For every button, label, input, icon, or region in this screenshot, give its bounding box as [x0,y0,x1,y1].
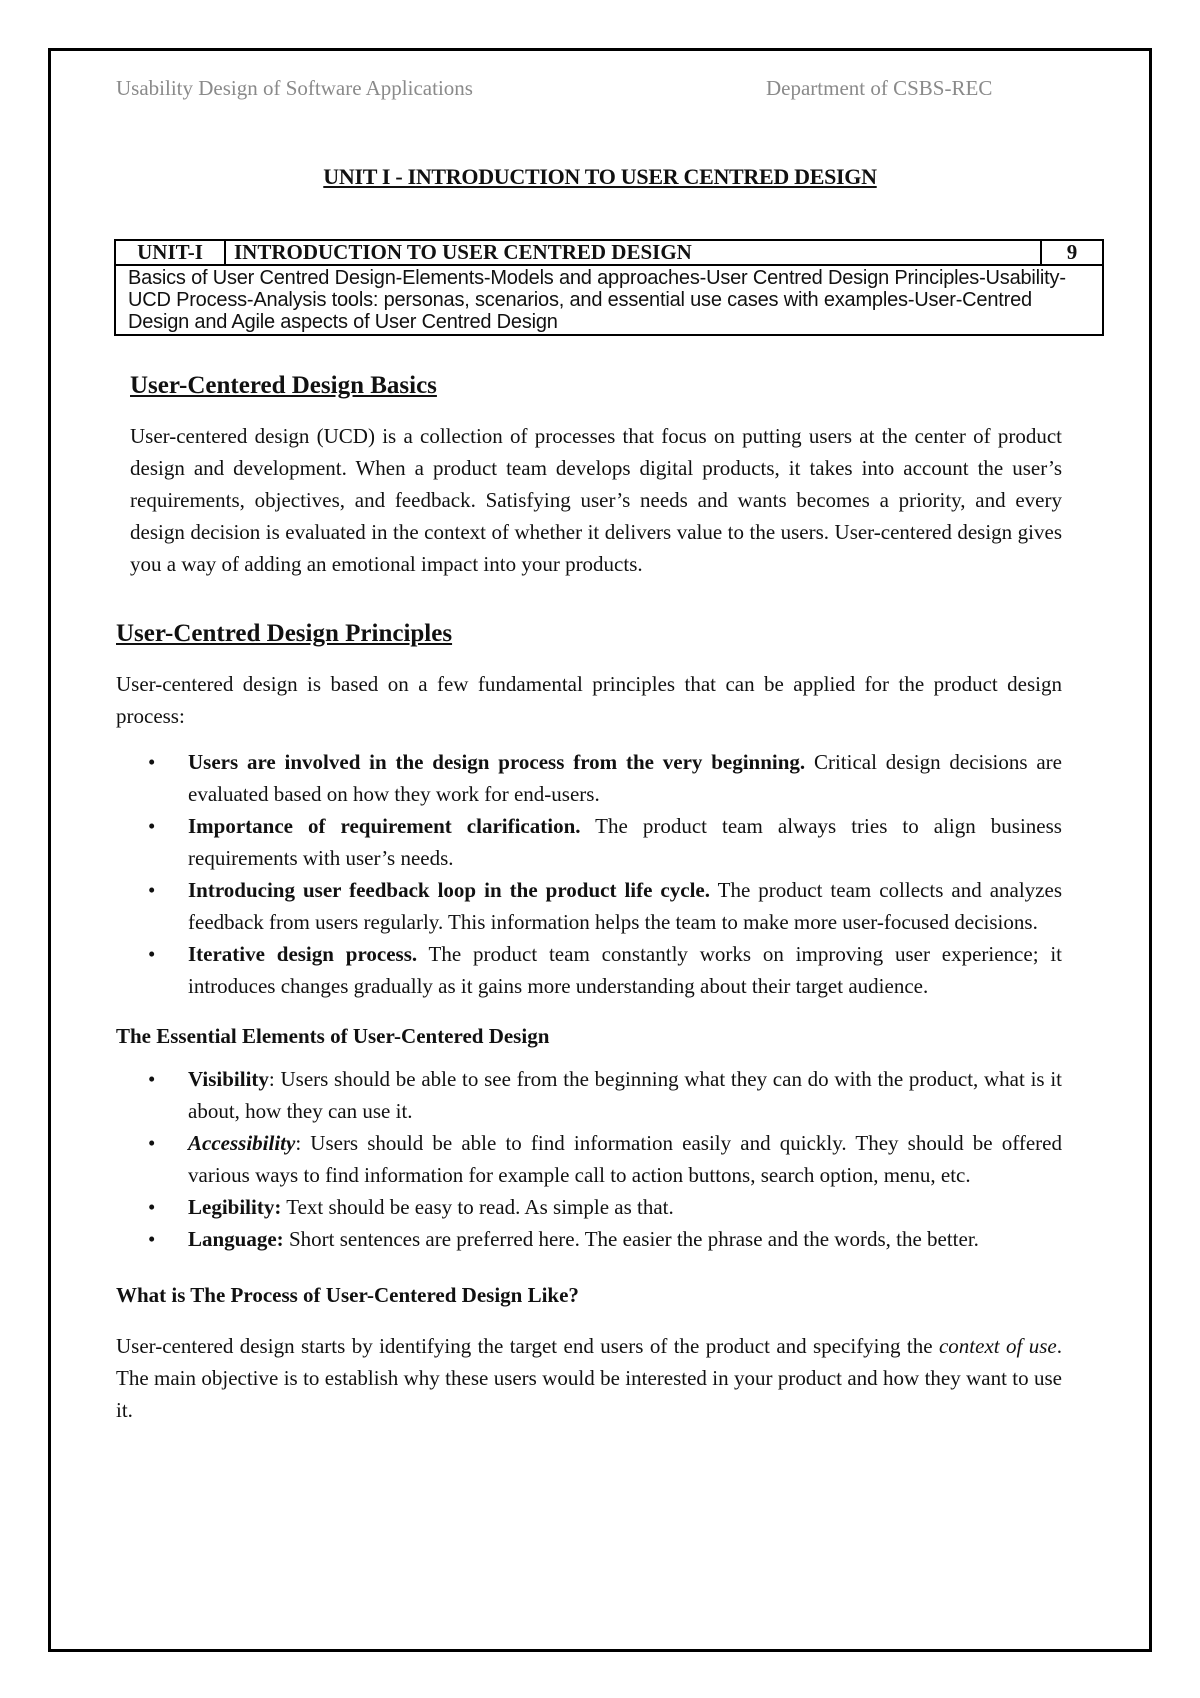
bullet-icon: • [148,1067,156,1091]
list-item-bold: Users are involved in the design process from the very beginning. [188,750,806,774]
bullet-icon: • [148,750,156,774]
list-item-bold: Iterative design process. [188,942,418,966]
list-item-bold: Accessibility [188,1131,296,1155]
list-item-bold: Legibility: [188,1195,282,1219]
principles-list [116,746,1062,1002]
basics-paragraph: User-centered design (UCD) is a collection of processes that focus on putting users at the center of product design and development. When a product team develops digital products, it takes into account the user’s requirements, objectives, and feedback. Satisfying user’s needs and wants becomes a priority, and every design decision is evaluated in the context of whether it delivers value to the users. User-centered design gives you a way of adding an emotional impact into your products. [130,424,1062,576]
list-item-text: The product team constantly works on improving user experience; it introduces changes gradually as it gains more understanding about their target audience. [188,942,1063,998]
list-item [148,1191,1062,1223]
list-item [148,874,1062,938]
section-heading-process: What is The Process of User-Centered Design Like? [116,1283,579,1307]
header-course-title: Usability Design of Software Applications [116,76,473,100]
section-heading-basics: User-Centered Design Basics [130,372,437,399]
syllabus-content-row [115,265,1103,335]
list-item [148,938,1063,1002]
syllabus-unit-cell: UNIT-I [115,240,225,265]
list-item-bold: Importance of requirement clarification. [188,814,581,838]
process-text-after: . The main objective is to establish why these users would be interested in your product and how they want to use it. [116,1334,1062,1422]
bullet-icon: • [148,1227,156,1251]
bullet-icon: • [148,878,156,902]
syllabus-title-cell: INTRODUCTION TO USER CENTRED DESIGN [225,240,1041,265]
unit-title: UNIT I - INTRODUCTION TO USER CENTRED DESIGN [323,164,877,189]
bullet-icon: • [148,1195,156,1219]
list-item-bold: Language: [188,1227,284,1251]
process-paragraph [116,1330,1062,1426]
syllabus-table [114,239,1104,336]
list-item-text: Short sentences are preferred here. The easier the phrase and the words, the better. [283,1227,979,1251]
header-department: Department of CSBS-REC [766,76,993,100]
process-italic-term: context of use [938,1334,1057,1358]
list-item [148,810,1062,874]
list-item-text: : Users should be able to see from the beginning what they can do with the product, what is it about, how they can use it. [188,1067,1062,1123]
list-item-text: The product team collects and analyzes feedback from users regularly. This information helps the team to make more user-focused decisions. [188,878,1062,934]
process-text-before: User-centered design starts by identifying the target end users of the product and specifying the [116,1334,939,1358]
list-item [148,1223,1062,1255]
syllabus-content-cell: Basics of User Centred Design-Elements-Models and approaches-User Centred Design Principles-Usability-UCD Process-Analysis tools: personas, scenarios, and essential use cases with examples-User-Centred Design and Agile aspects of User Centred Design [115,265,1103,335]
syllabus-hours-cell: 9 [1041,240,1103,265]
list-item-text: Critical design decisions are evaluated based on how they work for end-users. [188,750,1062,806]
list-item-text: Text should be easy to read. As simple as that. [281,1195,674,1219]
section-heading-principles: User-Centred Design Principles [116,620,453,647]
list-item [148,1127,1062,1191]
elements-list [116,1063,1062,1255]
list-item-bold: Visibility [188,1067,269,1091]
principles-intro: User-centered design is based on a few fundamental principles that can be applied for the product design process: [116,672,1062,728]
bullet-icon: • [148,942,156,966]
document-body [116,372,1062,1426]
section-heading-elements: The Essential Elements of User-Centered Design [116,1024,550,1048]
list-item [148,1063,1062,1127]
list-item-text: The product team always tries to align business requirements with user’s needs. [188,814,1062,870]
bullet-icon: • [148,814,156,838]
list-item-bold: Introducing user feedback loop in the product life cycle. [188,878,710,902]
list-item [148,746,1062,810]
bullet-icon: • [148,1131,156,1155]
syllabus-header-row [115,240,1103,265]
list-item-text: : Users should be able to find information easily and quickly. They should be offered various ways to find information for example call to action buttons, search option, menu, etc. [188,1131,1062,1187]
